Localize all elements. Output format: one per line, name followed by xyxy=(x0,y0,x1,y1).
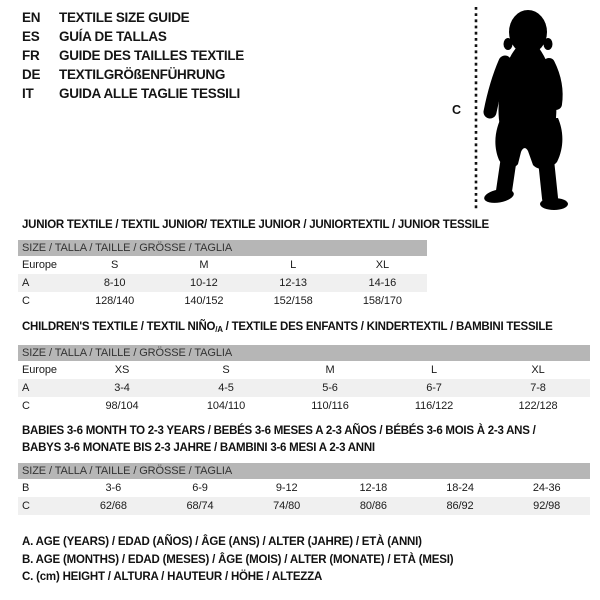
children-title-prefix: CHILDREN'S TEXTILE / TEXTIL NIÑO xyxy=(22,321,216,333)
language-code: FR xyxy=(22,48,40,63)
size-cell: M xyxy=(199,259,209,271)
size-cell: 9-12 xyxy=(275,482,298,494)
children-title-suffix: / TEXTILE DES ENFANTS / KINDERTEXTIL / BAMBINI TESSILE xyxy=(222,321,553,333)
size-cell: 116/122 xyxy=(414,400,454,412)
size-cell: 12-13 xyxy=(279,277,307,289)
language-label: GUIDE DES TAILLES TEXTILE xyxy=(59,48,245,63)
size-cell: S xyxy=(111,259,119,271)
table-row-europe xyxy=(18,361,590,379)
language-label: TEXTILE SIZE GUIDE xyxy=(59,10,190,25)
size-cell: 24-36 xyxy=(532,482,561,494)
size-cell: 68/74 xyxy=(186,500,214,512)
size-cell: 18-24 xyxy=(446,482,474,494)
size-cell: 3-6 xyxy=(105,482,122,494)
legend-footnotes xyxy=(22,534,453,587)
size-cell: 92/98 xyxy=(533,500,561,512)
size-cell: 158/170 xyxy=(362,295,402,307)
row-label: C xyxy=(22,295,30,307)
table-row-age xyxy=(18,379,590,397)
babies-title-line1: BABIES 3-6 MONTH TO 2-3 YEARS / BEBÉS 3-6 MESES A 2-3 AÑOS / BÉBÉS 3-6 MOIS À 2-3 ANS / xyxy=(22,425,536,437)
size-cell: 5-6 xyxy=(322,382,338,394)
babies-table-title xyxy=(22,423,536,457)
table-row-height xyxy=(18,397,590,415)
size-cell: XL xyxy=(375,259,389,271)
table-row-age xyxy=(18,274,427,292)
size-cell: 3-4 xyxy=(114,382,130,394)
table-row-europe xyxy=(18,256,427,274)
size-cell: 10-12 xyxy=(190,277,218,289)
size-cell: S xyxy=(222,364,230,376)
language-title-list xyxy=(22,8,244,103)
size-cell: 12-18 xyxy=(359,482,388,494)
language-label: TEXTILGRÖßENFÜHRUNG xyxy=(59,67,226,82)
size-cell: 4-5 xyxy=(218,382,234,394)
size-cell: XL xyxy=(531,364,545,376)
language-row xyxy=(22,27,244,46)
language-code: DE xyxy=(22,67,41,82)
size-cell: M xyxy=(325,364,335,376)
row-label: C xyxy=(22,400,30,412)
size-cell: 152/158 xyxy=(273,295,313,307)
size-cell: 7-8 xyxy=(530,382,546,394)
row-label: A xyxy=(22,277,30,289)
language-row xyxy=(22,65,244,84)
size-cell: 80/86 xyxy=(359,500,387,512)
size-cell: L xyxy=(290,259,297,271)
table-row-months xyxy=(18,479,590,497)
footnote-a: A. AGE (YEARS) / EDAD (AÑOS) / ÂGE (ANS) / ALTER (JAHRE) / ETÀ (ANNI) xyxy=(22,536,422,548)
babies-size-table xyxy=(18,463,590,515)
baby-silhouette-shape xyxy=(483,10,568,210)
size-header-bar: SIZE / TALLA / TAILLE / GRÖSSE / TAGLIA xyxy=(18,345,590,361)
size-header-bar: SIZE / TALLA / TAILLE / GRÖSSE / TAGLIA xyxy=(18,240,427,256)
language-row xyxy=(22,84,244,103)
language-row xyxy=(22,8,244,27)
size-cell: XS xyxy=(114,364,130,376)
table-row-height xyxy=(18,292,427,310)
row-label: B xyxy=(22,482,30,494)
baby-silhouette xyxy=(438,2,600,215)
junior-table-title: JUNIOR TEXTILE / TEXTIL JUNIOR/ TEXTILE JUNIOR / JUNIORTEXTIL / JUNIOR TESSILE xyxy=(22,219,489,231)
babies-title-line2: BABYS 3-6 MONATE BIS 2-3 JAHRE / BAMBINI 3-6 MESI A 2-3 ANNI xyxy=(22,442,375,454)
children-table-title xyxy=(22,319,553,338)
size-cell: 6-9 xyxy=(192,482,208,494)
language-code: IT xyxy=(22,86,34,101)
language-row xyxy=(22,46,244,65)
size-cell: 8-10 xyxy=(103,277,126,289)
size-cell: 86/92 xyxy=(446,500,474,512)
table-row-height xyxy=(18,497,590,515)
size-cell: L xyxy=(430,364,438,376)
height-letter-label: C xyxy=(452,103,462,117)
language-label: GUÍA DE TALLAS xyxy=(59,29,167,44)
size-cell: 128/140 xyxy=(95,295,135,307)
row-label: Europe xyxy=(22,364,57,376)
size-cell: 122/128 xyxy=(518,400,558,412)
size-cell: 98/104 xyxy=(105,400,139,412)
size-cell: 74/80 xyxy=(273,500,301,512)
language-code: ES xyxy=(22,29,40,44)
footnote-b: B. AGE (MONTHS) / EDAD (MESES) / ÂGE (MOIS) / ALTER (MONATE) / ETÀ (MESI) xyxy=(22,553,454,566)
footnote-c: C. (cm) HEIGHT / ALTURA / HAUTEUR / HÖHE / ALTEZZA xyxy=(22,571,323,583)
row-label: A xyxy=(22,382,30,394)
size-cell: 104/110 xyxy=(206,400,246,412)
children-title-subscript: /A xyxy=(215,325,223,334)
size-header-bar: SIZE / TALLA / TAILLE / GRÖSSE / TAGLIA xyxy=(18,463,590,479)
size-cell: 62/68 xyxy=(99,500,127,512)
size-cell: 140/152 xyxy=(184,295,224,307)
size-cell: 14-16 xyxy=(368,277,397,289)
size-cell: 6-7 xyxy=(426,382,442,394)
row-label: C xyxy=(22,500,30,512)
language-code: EN xyxy=(22,10,41,25)
children-size-table xyxy=(18,345,590,415)
junior-size-table xyxy=(18,240,427,310)
row-label: Europe xyxy=(22,259,57,271)
size-cell: 110/116 xyxy=(311,400,349,412)
language-label: GUIDA ALLE TAGLIE TESSILI xyxy=(59,86,240,101)
